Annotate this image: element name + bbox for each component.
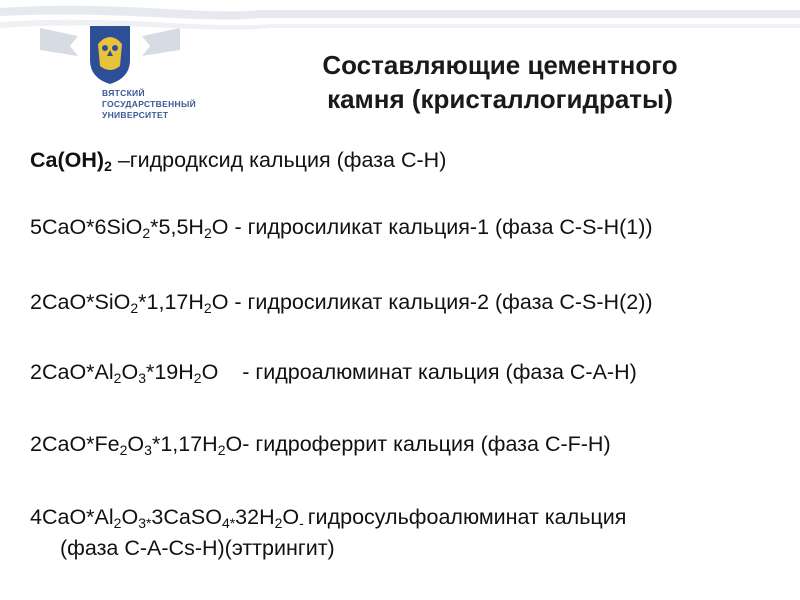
description: - гидроферрит кальция (фаза С-F-H) [242,432,611,456]
slide-title-line1: Составляющие цементного [322,50,678,80]
list-item [30,432,611,457]
slide-title-line2: камня (кристаллогидраты) [327,84,673,114]
description: - гидросиликат кальция-1 (фаза С-S-H(1)) [228,215,653,239]
formula: $2CaO*Fe_2O_3*1,17H_2O$ [30,432,243,458]
formula: $4CaO*Al_2O_{3*}3CaSO_{4*}32H_2O_-$ [30,505,308,531]
list-item [30,290,653,315]
list-item [30,148,446,173]
list-item-continuation: (фаза С-A-Cs-H)(эттрингит) [60,536,335,560]
university-logo [40,20,196,120]
formula: $2CaO*Al_2O_3*19H_2O$ [30,360,219,386]
university-name-line3: УНИВЕРСИТЕТ [102,110,169,120]
list-item [30,505,626,530]
list-item [30,360,637,385]
description: - гидроалюминат кальция (фаза С-A-H) [218,360,637,384]
description: –гидродксид кальция (фаза С-Н) [111,148,447,172]
university-crest-icon [40,20,180,90]
formula: $5CaO*6SiO_2*5,5H_2O$ [30,215,229,241]
university-name-line2: ГОСУДАРСТВЕННЫЙ [102,99,196,109]
description: - гидросиликат кальция-2 (фаза С-S-H(2)) [228,290,653,314]
university-name-line1: ВЯТСКИЙ [102,88,145,98]
description: гидросульфоалюминат кальция [307,505,627,529]
formula: $2CaO*SiO_2*1,17H_2O$ [30,290,229,316]
slide-title [230,48,770,116]
list-item [30,215,653,240]
formula: $Ca(OH)_2$ [30,148,112,174]
